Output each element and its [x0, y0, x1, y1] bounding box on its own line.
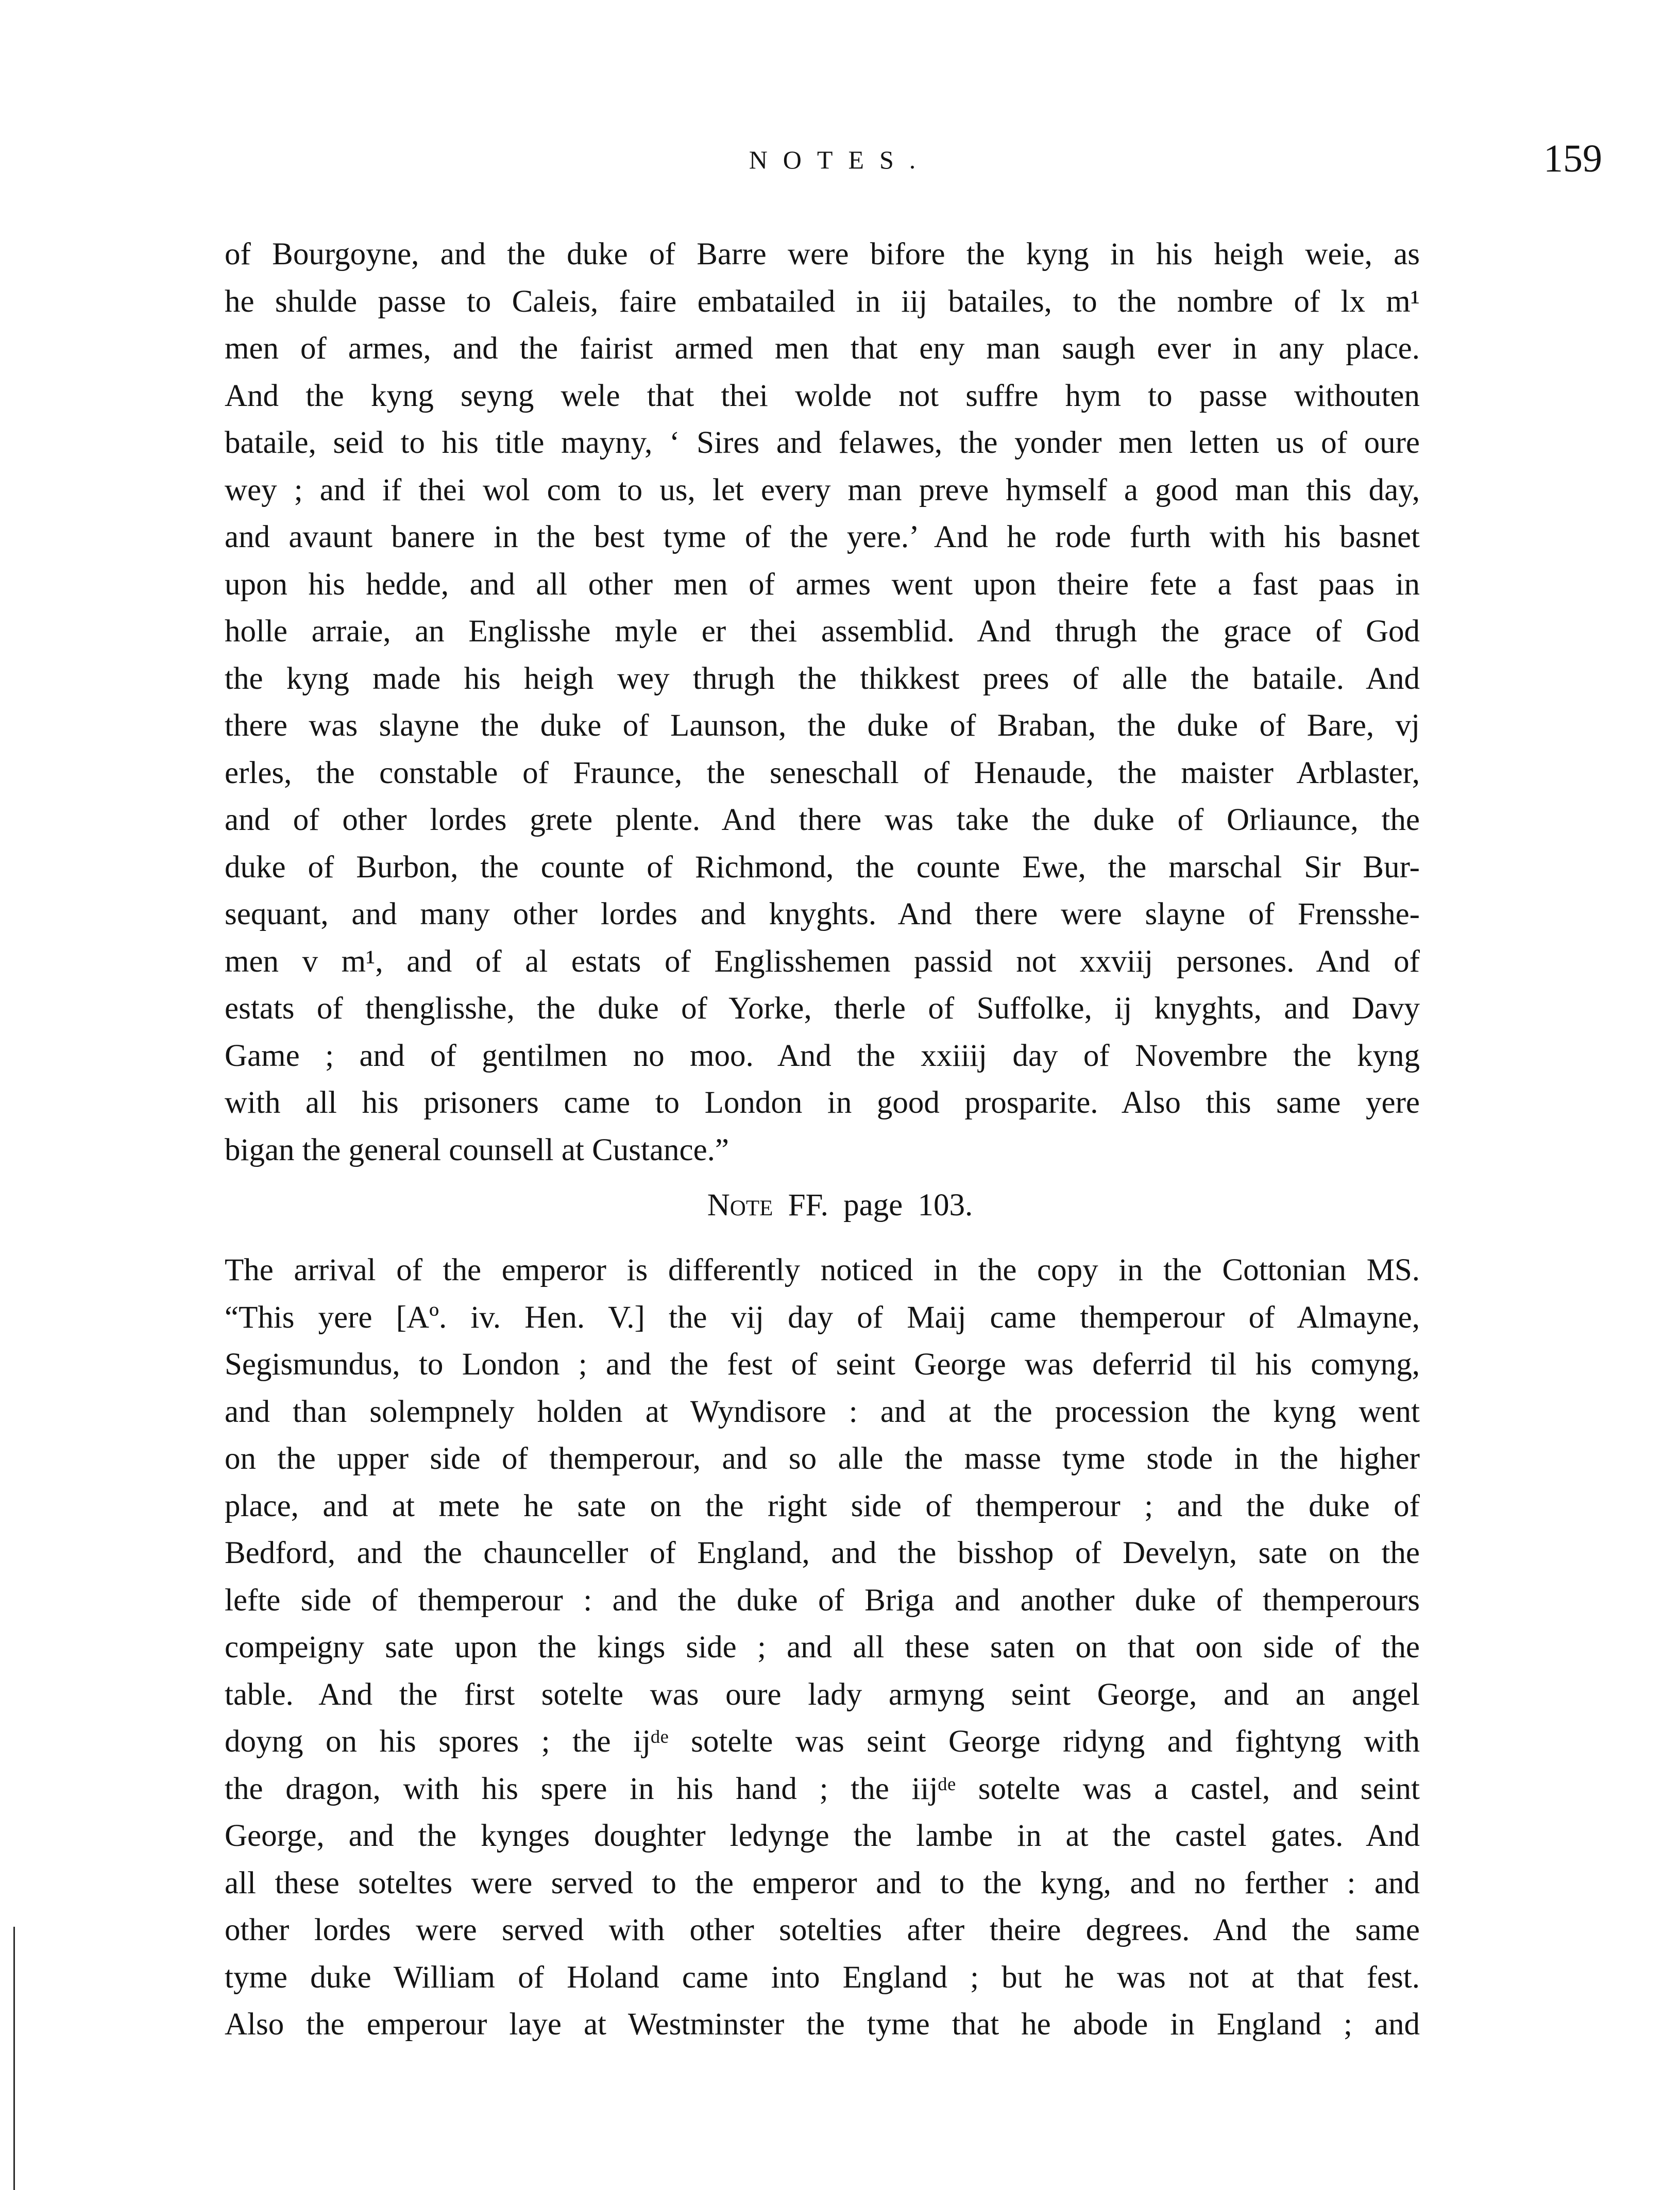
text-line: men v m¹, and of al estats of Englisshemen passid not xxviij persones. And of [225, 944, 1420, 979]
passage-1 [225, 231, 1420, 1174]
passage-2 [225, 1247, 1420, 2048]
text-line: tyme duke William of Holand came into England ; but he was not at that fest. [225, 1960, 1420, 1995]
text-line: all these soteltes were served to the emperor and to the kyng, and no ferther : and [225, 1865, 1420, 1900]
text-line: compeigny sate upon the kings side ; and all these saten on that oon side of the [225, 1630, 1420, 1665]
scan-edge-rule [13, 1927, 15, 2190]
text-line: The arrival of the emperor is differently noticed in the copy in the Cottonian MS. [225, 1253, 1420, 1287]
text-line: Also the emperour laye at Westminster the tyme that he abode in England ; and [225, 2007, 1420, 2042]
text-line: And the kyng seyng wele that thei wolde not suffre hym to passe withouten [225, 378, 1420, 413]
text-line: the kyng made his heigh wey thrugh the thikkest prees of alle the bataile. And [225, 661, 1420, 696]
note-page-ref: page 103. [843, 1188, 973, 1223]
note-id: FF. [788, 1188, 828, 1223]
note-heading [0, 1185, 1680, 1226]
text-line: bataile, seid to his title mayny, ‘ Sires and felawes, the yonder men letten us of oure [225, 426, 1420, 460]
text-line: table. And the first sotelte was oure lady armyng seint George, and an angel [225, 1677, 1420, 1712]
text-line: he shulde passe to Caleis, faire embatailed in iij batailes, to the nombre of lx m¹ [225, 284, 1420, 319]
text-line: with all his prisoners came to London in good prosparite. Also this same yere [225, 1085, 1420, 1120]
text-line: and of other lordes grete plente. And there was take the duke of Orliaunce, the [225, 803, 1420, 837]
text-line: upon his hedde, and all other men of armes went upon theire fete a fast paas in [225, 567, 1420, 602]
text-line: George, and the kynges doughter ledynge the lambe in at the castel gates. And [225, 1819, 1420, 1853]
text-line: there was slayne the duke of Launson, the duke of Braban, the duke of Bare, vj [225, 708, 1420, 743]
text-line: and avaunt banere in the best tyme of the yere.’ And he rode furth with his basnet [225, 520, 1420, 554]
text-line: “This yere [Aº. iv. Hen. V.] the vij day of Maij came themperour of Almayne, [225, 1300, 1420, 1335]
running-head: NOTES. [749, 145, 931, 174]
note-label: Note [707, 1188, 773, 1223]
text-line: the dragon, with his spere in his hand ; the iijᵈᵉ sotelte was a castel, and seint [225, 1771, 1420, 1806]
text-line: bigan the general counsell at Custance.” [225, 1132, 729, 1167]
text-line: and than solempnely holden at Wyndisore : and at the procession the kyng went [225, 1394, 1420, 1429]
text-line: sequant, and many other lordes and knyghts. And there were slayne of Frensshe- [225, 897, 1420, 931]
text-line: doyng on his spores ; the ijᵈᵉ sotelte was seint George ridyng and fightyng with [225, 1724, 1420, 1759]
text-line: holle arraie, an Englisshe myle er thei assemblid. And thrugh the grace of God [225, 614, 1420, 649]
text-line: estats of thenglisshe, the duke of Yorke, therle of Suffolke, ij knyghts, and Davy [225, 991, 1420, 1026]
text-line: Bedford, and the chaunceller of England, and the bisshop of Develyn, sate on the [225, 1536, 1420, 1570]
text-line: of Bourgoyne, and the duke of Barre were bifore the kyng in his heigh weie, as [225, 237, 1420, 271]
page-number: 159 [1543, 137, 1602, 180]
text-line: men of armes, and the fairist armed men that eny man saugh ever in any place. [225, 331, 1420, 366]
text-line: on the upper side of themperour, and so alle the masse tyme stode in the higher [225, 1441, 1420, 1476]
text-line: Game ; and of gentilmen no moo. And the xxiiij day of Novembre the kyng [225, 1038, 1420, 1073]
text-line: duke of Burbon, the counte of Richmond, the counte Ewe, the marschal Sir Bur- [225, 850, 1420, 885]
text-line: Segismundus, to London ; and the fest of seint George was deferrid til his comyng, [225, 1347, 1420, 1382]
text-line: erles, the constable of Fraunce, the seneschall of Henaude, the maister Arblaster, [225, 755, 1420, 790]
text-line: other lordes were served with other sotelties after theire degrees. And the same [225, 1913, 1420, 1947]
text-line: wey ; and if thei wol com to us, let every man preve hymself a good man this day, [225, 472, 1420, 507]
text-line: place, and at mete he sate on the right side of themperour ; and the duke of [225, 1488, 1420, 1523]
text-line: lefte side of themperour : and the duke of Briga and another duke of themperours [225, 1583, 1420, 1618]
